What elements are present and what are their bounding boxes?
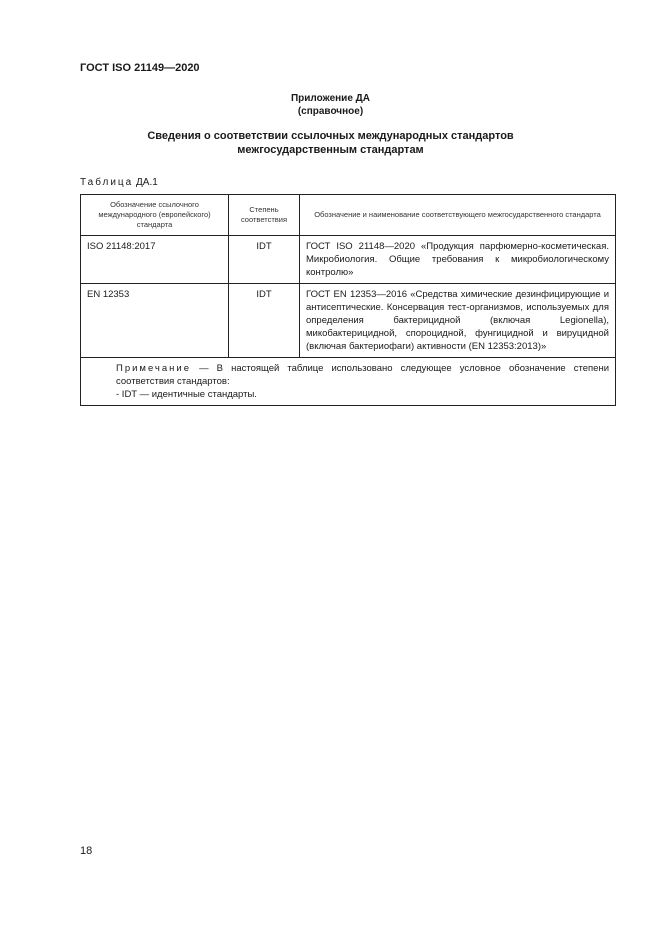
- table-row: [81, 236, 616, 284]
- correspondence-table: [80, 194, 616, 406]
- note-text: — В настоящей таблице использовано следующее условное обозначение степени соответствия стандартов:: [116, 363, 609, 387]
- document-code: ГОСТ ISO 21149—2020: [80, 62, 200, 74]
- cell-degree: IDT: [229, 236, 300, 284]
- annex-title-line-2: межгосударственным стандартам: [237, 144, 424, 156]
- note-list-item: - IDT — идентичные стандарты.: [116, 389, 257, 400]
- note-paragraph: [87, 362, 609, 388]
- cell-standard-name: ГОСТ EN 12353—2016 «Средства химические дезинфицирующие и антисептические. Консервация тест-организмов, используемых для определения бактерицидной (включая Legionella), микобактерицидной, спороцидной, фунгицидной и вируцидной (включая бактериофаги) активности (EN 12353:2013)»: [300, 284, 616, 358]
- annex-title: [0, 129, 661, 157]
- table-note-row: [81, 358, 616, 406]
- header-degree: Степень соответствия: [229, 195, 300, 236]
- cell-reference: ISO 21148:2017: [81, 236, 229, 284]
- header-interstate-standard: Обозначение и наименование соответствующего межгосударственного стандарта: [300, 195, 616, 236]
- header-reference-standard: Обозначение ссылочного международного (европейского) стандарта: [81, 195, 229, 236]
- annex-name: Приложение ДА: [290, 93, 371, 104]
- annex-title-line-1: Сведения о соответствии ссылочных международных стандартов: [147, 130, 514, 142]
- table-caption-number: ДА.1: [136, 177, 158, 188]
- table-caption: [80, 177, 158, 188]
- table-note: [81, 358, 616, 406]
- cell-degree: IDT: [229, 284, 300, 358]
- page-number: 18: [80, 845, 93, 857]
- cell-reference: EN 12353: [81, 284, 229, 358]
- annex-kind: (справочное): [297, 106, 364, 117]
- cell-standard-name: ГОСТ ISO 21148—2020 «Продукция парфюмерно-косметическая. Микробиология. Общие требования к микробиологическому контролю»: [300, 236, 616, 284]
- table-row: [81, 284, 616, 358]
- annex-heading: [0, 92, 661, 118]
- table-header-row: [81, 195, 616, 236]
- note-label: Примечание: [116, 363, 191, 374]
- table-caption-word: Таблица: [80, 177, 134, 188]
